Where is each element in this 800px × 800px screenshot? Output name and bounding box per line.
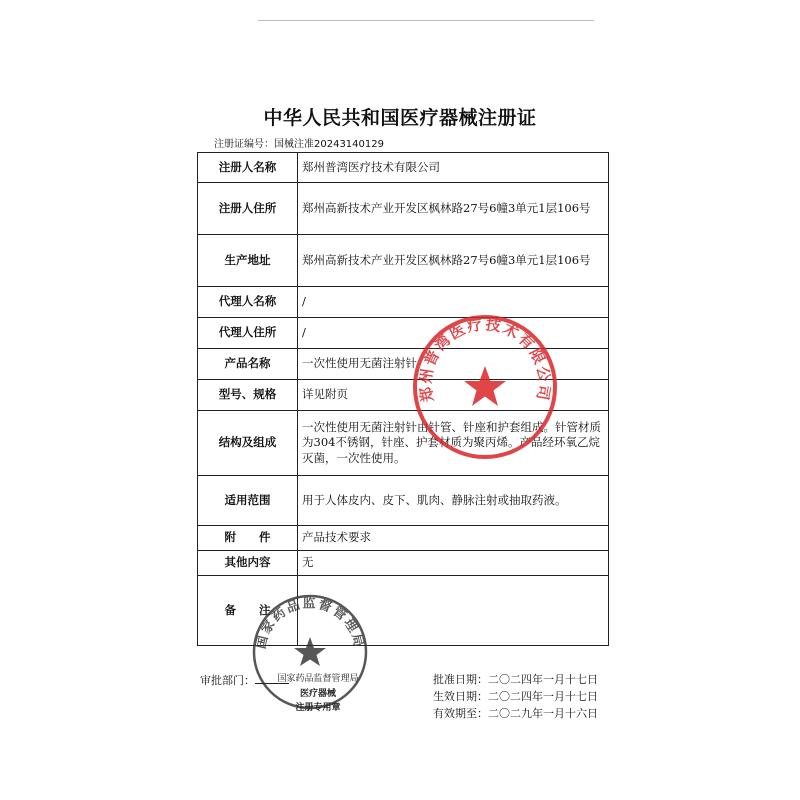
seal-line-device: 医疗器械: [299, 689, 336, 699]
row-label: 备 注: [198, 576, 298, 646]
row-value: 郑州普湾医疗技术有限公司: [298, 153, 609, 183]
row-label: 适用范围: [198, 476, 298, 526]
approval-date-value: 二〇二四年一月十七日: [488, 673, 598, 686]
effective-date-label: 生效日期：: [433, 690, 488, 703]
row-label: 其他内容: [198, 551, 298, 576]
registration-number-value: 国械注准20243140129: [274, 139, 384, 150]
approval-date-label: 批准日期：: [433, 673, 488, 686]
row-value: 详见附页: [298, 380, 609, 411]
row-label: 附 件: [198, 526, 298, 551]
approval-date: [433, 671, 598, 687]
row-value: /: [298, 318, 609, 349]
effective-date: [433, 688, 598, 704]
row-label: 生产地址: [198, 235, 298, 287]
row-label: 结构及组成: [198, 411, 298, 476]
table-row: [198, 287, 609, 318]
table-row: [198, 153, 609, 183]
table-row: [198, 411, 609, 476]
row-value: 一次性使用无菌注射针由针管、针座和护套组成。针管材质为304不锈钢，针座、护套材质为聚丙烯。产品经环氧乙烷灭菌，一次性使用。: [298, 411, 609, 476]
row-value: 郑州高新技术产业开发区枫林路27号6幢3单元1层106号: [298, 183, 609, 235]
table-row: [198, 235, 609, 287]
row-value: [298, 576, 609, 646]
row-label: 注册人住所: [198, 183, 298, 235]
seal-line-registration: 注册专用章: [295, 703, 341, 713]
svg-text:郑州普湾医疗技术有限公司: 郑州普湾医疗技术有限公司: [416, 315, 554, 404]
approval-department-label: 审批部门：: [200, 674, 255, 687]
effective-date-value: 二〇二四年一月十七日: [488, 690, 598, 703]
row-label: 注册人名称: [198, 153, 298, 183]
document-title: 中华人民共和国医疗器械注册证: [263, 107, 537, 129]
seal-overprint-text: 国家药品监督管理局: [277, 674, 359, 684]
table-row: [198, 349, 609, 380]
svg-text:国家药品监督管理局: 国家药品监督管理局: [253, 596, 367, 651]
table-row: [198, 380, 609, 411]
table-row: [198, 476, 609, 526]
registration-number: [214, 135, 384, 150]
row-value: /: [298, 287, 609, 318]
expiry-date-value: 二〇二九年一月十六日: [488, 707, 598, 720]
expiry-date: [433, 705, 598, 721]
table-row: [198, 551, 609, 576]
expiry-date-label: 有效期至：: [433, 707, 488, 720]
row-value: 郑州高新技术产业开发区枫林路27号6幢3单元1层106号: [298, 235, 609, 287]
row-label: 代理人住所: [198, 318, 298, 349]
registration-number-label: 注册证编号：: [214, 139, 274, 150]
row-value: 无: [298, 551, 609, 576]
approval-department: [200, 672, 289, 688]
table-row: [198, 526, 609, 551]
row-label: 代理人名称: [198, 287, 298, 318]
table-row: [198, 318, 609, 349]
row-label: 产品名称: [198, 349, 298, 380]
table-row: [198, 183, 609, 235]
table-row: [198, 576, 609, 646]
signature-line: [255, 683, 289, 684]
row-label: 型号、规格: [198, 380, 298, 411]
row-value: 一次性使用无菌注射针: [298, 349, 609, 380]
row-value: 用于人体皮内、皮下、肌肉、静脉注射或抽取药液。: [298, 476, 609, 526]
certificate-table: [197, 152, 609, 646]
row-value: 产品技术要求: [298, 526, 609, 551]
top-scan-rule: [258, 20, 594, 21]
